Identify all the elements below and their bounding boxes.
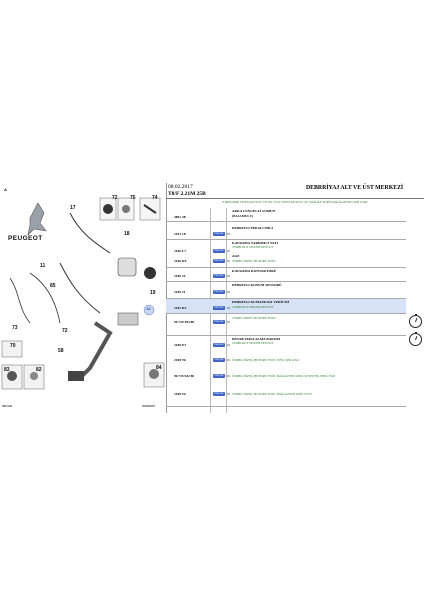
part-number[interactable]: 2100 T6 (174, 392, 186, 396)
quantity: 01 (227, 358, 230, 362)
details-button[interactable]: Detaylar (214, 358, 224, 361)
part-number[interactable]: 4801 3E (174, 215, 186, 219)
quantity: 01 (227, 232, 230, 236)
callout-label[interactable]: 75 (130, 195, 136, 201)
quantity: 01 (227, 306, 230, 310)
diagram-date-code: 08/2011 (2, 404, 13, 408)
quantity: 01 (227, 374, 230, 378)
quantity: 01 (227, 249, 230, 253)
details-button[interactable]: Detaylar (214, 306, 224, 309)
table-row-selected[interactable] (166, 299, 406, 314)
part-number[interactable]: 2189 21 (174, 290, 186, 294)
vehicle-model: T8/F 2.21M 25B (168, 191, 206, 197)
diagram-corner-marker: A (4, 187, 7, 192)
part-description: DEBRIYAJ PEDALI MİLİ (232, 226, 273, 230)
clutch-diagram-drawing (0, 183, 166, 413)
callout-label[interactable]: 70 (10, 343, 16, 349)
callout-label[interactable]: 85 (50, 283, 56, 289)
details-button[interactable]: Detaylar (214, 232, 224, 235)
part-note: TURBO DİZEL MOTORU DV6C (232, 259, 277, 263)
part-note: TURBOSUZ SİSTEM EP6CDT (232, 305, 274, 309)
part-description: ARKA LENGELLİ SOMUN (232, 209, 276, 213)
sheet-date: 08.02.2017 (168, 184, 193, 190)
callout-label[interactable]: 74 (152, 195, 158, 201)
exploded-diagram (0, 183, 167, 413)
part-number[interactable]: 2100 T6 (174, 358, 186, 362)
callout-label[interactable]: 72 (112, 195, 118, 201)
part-number[interactable]: 2101 1E (174, 232, 186, 236)
callout-label[interactable]: 17 (70, 205, 76, 211)
part-number[interactable]: 96 729 383 80 (174, 320, 195, 324)
part-number[interactable]: 2160 K0 (174, 259, 187, 263)
quantity: 01 (227, 290, 230, 294)
table-row[interactable] (166, 208, 406, 222)
callout-label[interactable]: 83 (4, 367, 10, 373)
quantity: 01 (227, 392, 230, 396)
callout-label[interactable]: 18 (124, 231, 130, 237)
part-description: DEBRIYAJ KUMANDASI VERİCİSİ (232, 300, 290, 304)
part-number[interactable]: 2182 K3 (174, 306, 187, 310)
part-number[interactable]: 2100 E3 (174, 343, 186, 347)
details-button[interactable]: Detaylar (214, 290, 224, 293)
part-note: TURBO DİZEL MOTORU DV6C ETİŞ OPR 12611 (232, 358, 300, 362)
table-row[interactable] (166, 222, 406, 240)
quantity: 01 (227, 274, 230, 278)
quantity: 01 (227, 320, 230, 324)
clock-icon[interactable] (409, 333, 422, 346)
sheet-header (166, 183, 424, 199)
diagram-ref-code: 00081667 (142, 404, 156, 408)
details-button[interactable]: Detaylar (214, 374, 224, 377)
callout-label[interactable]: 19 (150, 290, 156, 296)
page-title: DEBRRİYAJ ALT VE ÜST MERKEZİ (306, 185, 404, 191)
table-row[interactable] (166, 314, 406, 336)
part-number[interactable]: 96 735 942 80 (174, 374, 195, 378)
callout-label[interactable]: 11 (40, 263, 46, 269)
brand-label: PEUGEOT (8, 235, 43, 242)
part-description: KAVRAMA YARDIMCI YAYI (232, 241, 279, 245)
diagram-callout-highlighted[interactable]: 12 (146, 306, 151, 311)
details-button[interactable]: Detaylar (214, 274, 224, 277)
quantity: 01 (227, 259, 230, 263)
clock-icon[interactable] (409, 315, 422, 328)
callout-label[interactable]: 73 (12, 325, 18, 331)
callout-label[interactable]: 82 (36, 367, 42, 373)
part-note: TURBO DİZEL MOTORU DV6C (232, 316, 277, 320)
part-description: DEBRIYAJ KONUM SENSÖRÜ (232, 283, 282, 287)
callout-label[interactable]: 84 (156, 365, 162, 371)
part-description: AGE (232, 254, 240, 258)
part-description: KAVRAMA KONTAKTÖRÜ (232, 269, 277, 273)
part-note: (BASAMULU) (232, 214, 254, 218)
details-button[interactable]: Detaylar (214, 343, 224, 346)
part-note: TURBOSUZ SİSTEM EP6CDT (232, 341, 274, 345)
parts-catalog-sheet (0, 183, 424, 413)
section-subtitle: 6 MEKANİK VİTES KUTUSU VE MC ÜÇE VİTES KUTUSU VE SAĞDAN SÜRÜŞ BAĞLANTISI OPR 12481 (222, 200, 368, 204)
part-number[interactable]: 2189 24 (174, 274, 186, 278)
part-note: TURBO DİZEL MOTORU DV6C BAĞLANTISI OPR 12558 ETİŞ OPR 13340 (232, 374, 336, 378)
part-note: TURBO DİZEL MOTORU DV6C BAĞLANTISI OPR 13339 (232, 392, 312, 396)
callout-label[interactable]: 72 (62, 328, 68, 334)
part-description: DEVRE HAVA ALMA BAKIMI (232, 337, 281, 341)
part-note: TURBOSUZ SİSTEM EP6CDT (232, 245, 274, 249)
peugeot-lion-icon (28, 203, 46, 235)
table-row[interactable] (166, 282, 406, 299)
part-number[interactable]: 2160 L7 (174, 249, 186, 253)
details-button[interactable]: Detaylar (214, 392, 224, 395)
table-row[interactable] (166, 240, 406, 268)
table-row[interactable] (166, 336, 406, 407)
parts-table (166, 208, 406, 407)
details-button[interactable]: Detaylar (214, 249, 224, 252)
details-button[interactable]: Detaylar (214, 320, 224, 323)
details-button[interactable]: Detaylar (214, 259, 224, 262)
quantity: 01 (227, 343, 230, 347)
table-row[interactable] (166, 268, 406, 282)
callout-label[interactable]: 58 (58, 348, 64, 354)
